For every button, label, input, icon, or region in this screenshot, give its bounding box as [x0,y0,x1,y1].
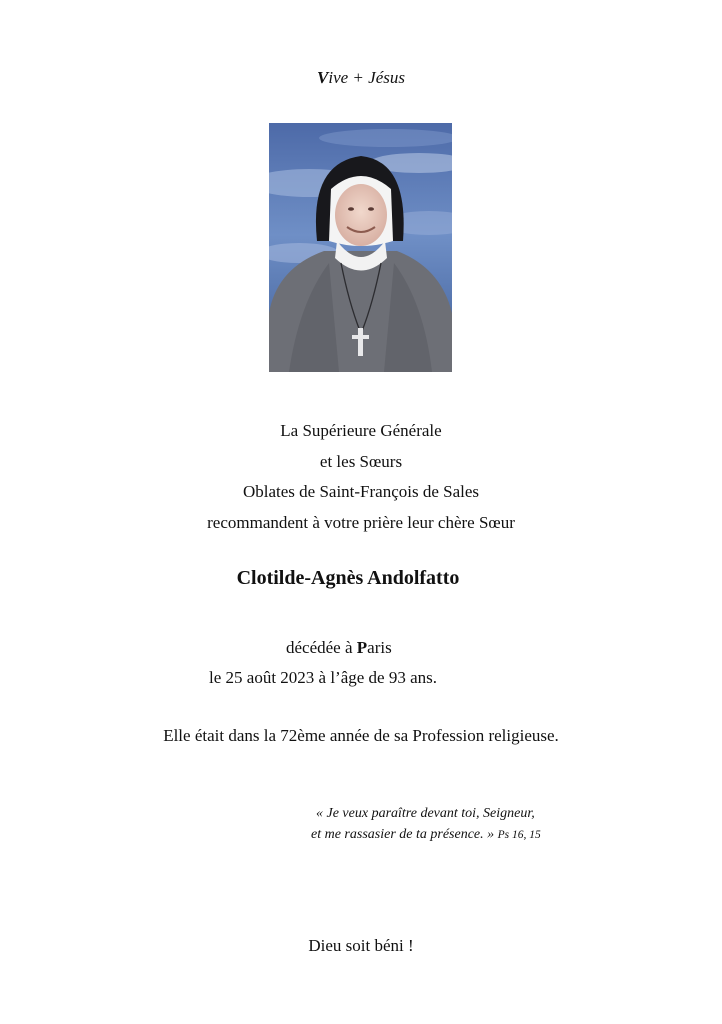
header-motto [0,68,722,88]
quote-line-2 [0,824,722,846]
death-place-line [0,633,722,663]
scripture-quote [0,803,722,846]
deceased-name: Clotilde-Agnès Andolfatto [236,567,460,589]
death-date-line: le 25 août 2023 à l’âge de 93 ans. [209,668,438,687]
intro-line-superior: La Supérieure Générale [280,421,442,440]
intro-line-congregation: Oblates de Saint-François de Sales [242,482,480,501]
motto-initial: V [317,68,329,87]
death-city-rest: aris [367,638,392,657]
motto-rest: ive + Jésus [328,68,405,87]
intro-block [0,416,722,538]
profession-line: Elle était dans la 72ème année de sa Profession religieuse. [163,726,559,745]
closing-blessing: Dieu soit béni ! [308,936,414,955]
quote-reference: Ps 16, 15 [497,829,541,841]
portrait-photo [269,123,452,372]
death-city-initial: P [356,638,368,657]
quote-line-1: « Je veux paraître devant toi, Seigneur, [316,806,535,821]
quote-line-2-text: et me rassasier de ta présence. » [311,827,495,842]
death-prefix: décédée à [286,638,357,657]
intro-line-sisters: et les Sœurs [319,451,403,471]
death-block [0,633,722,693]
intro-line-recommend: recommandent à votre prière leur chère Sœur [207,512,515,532]
